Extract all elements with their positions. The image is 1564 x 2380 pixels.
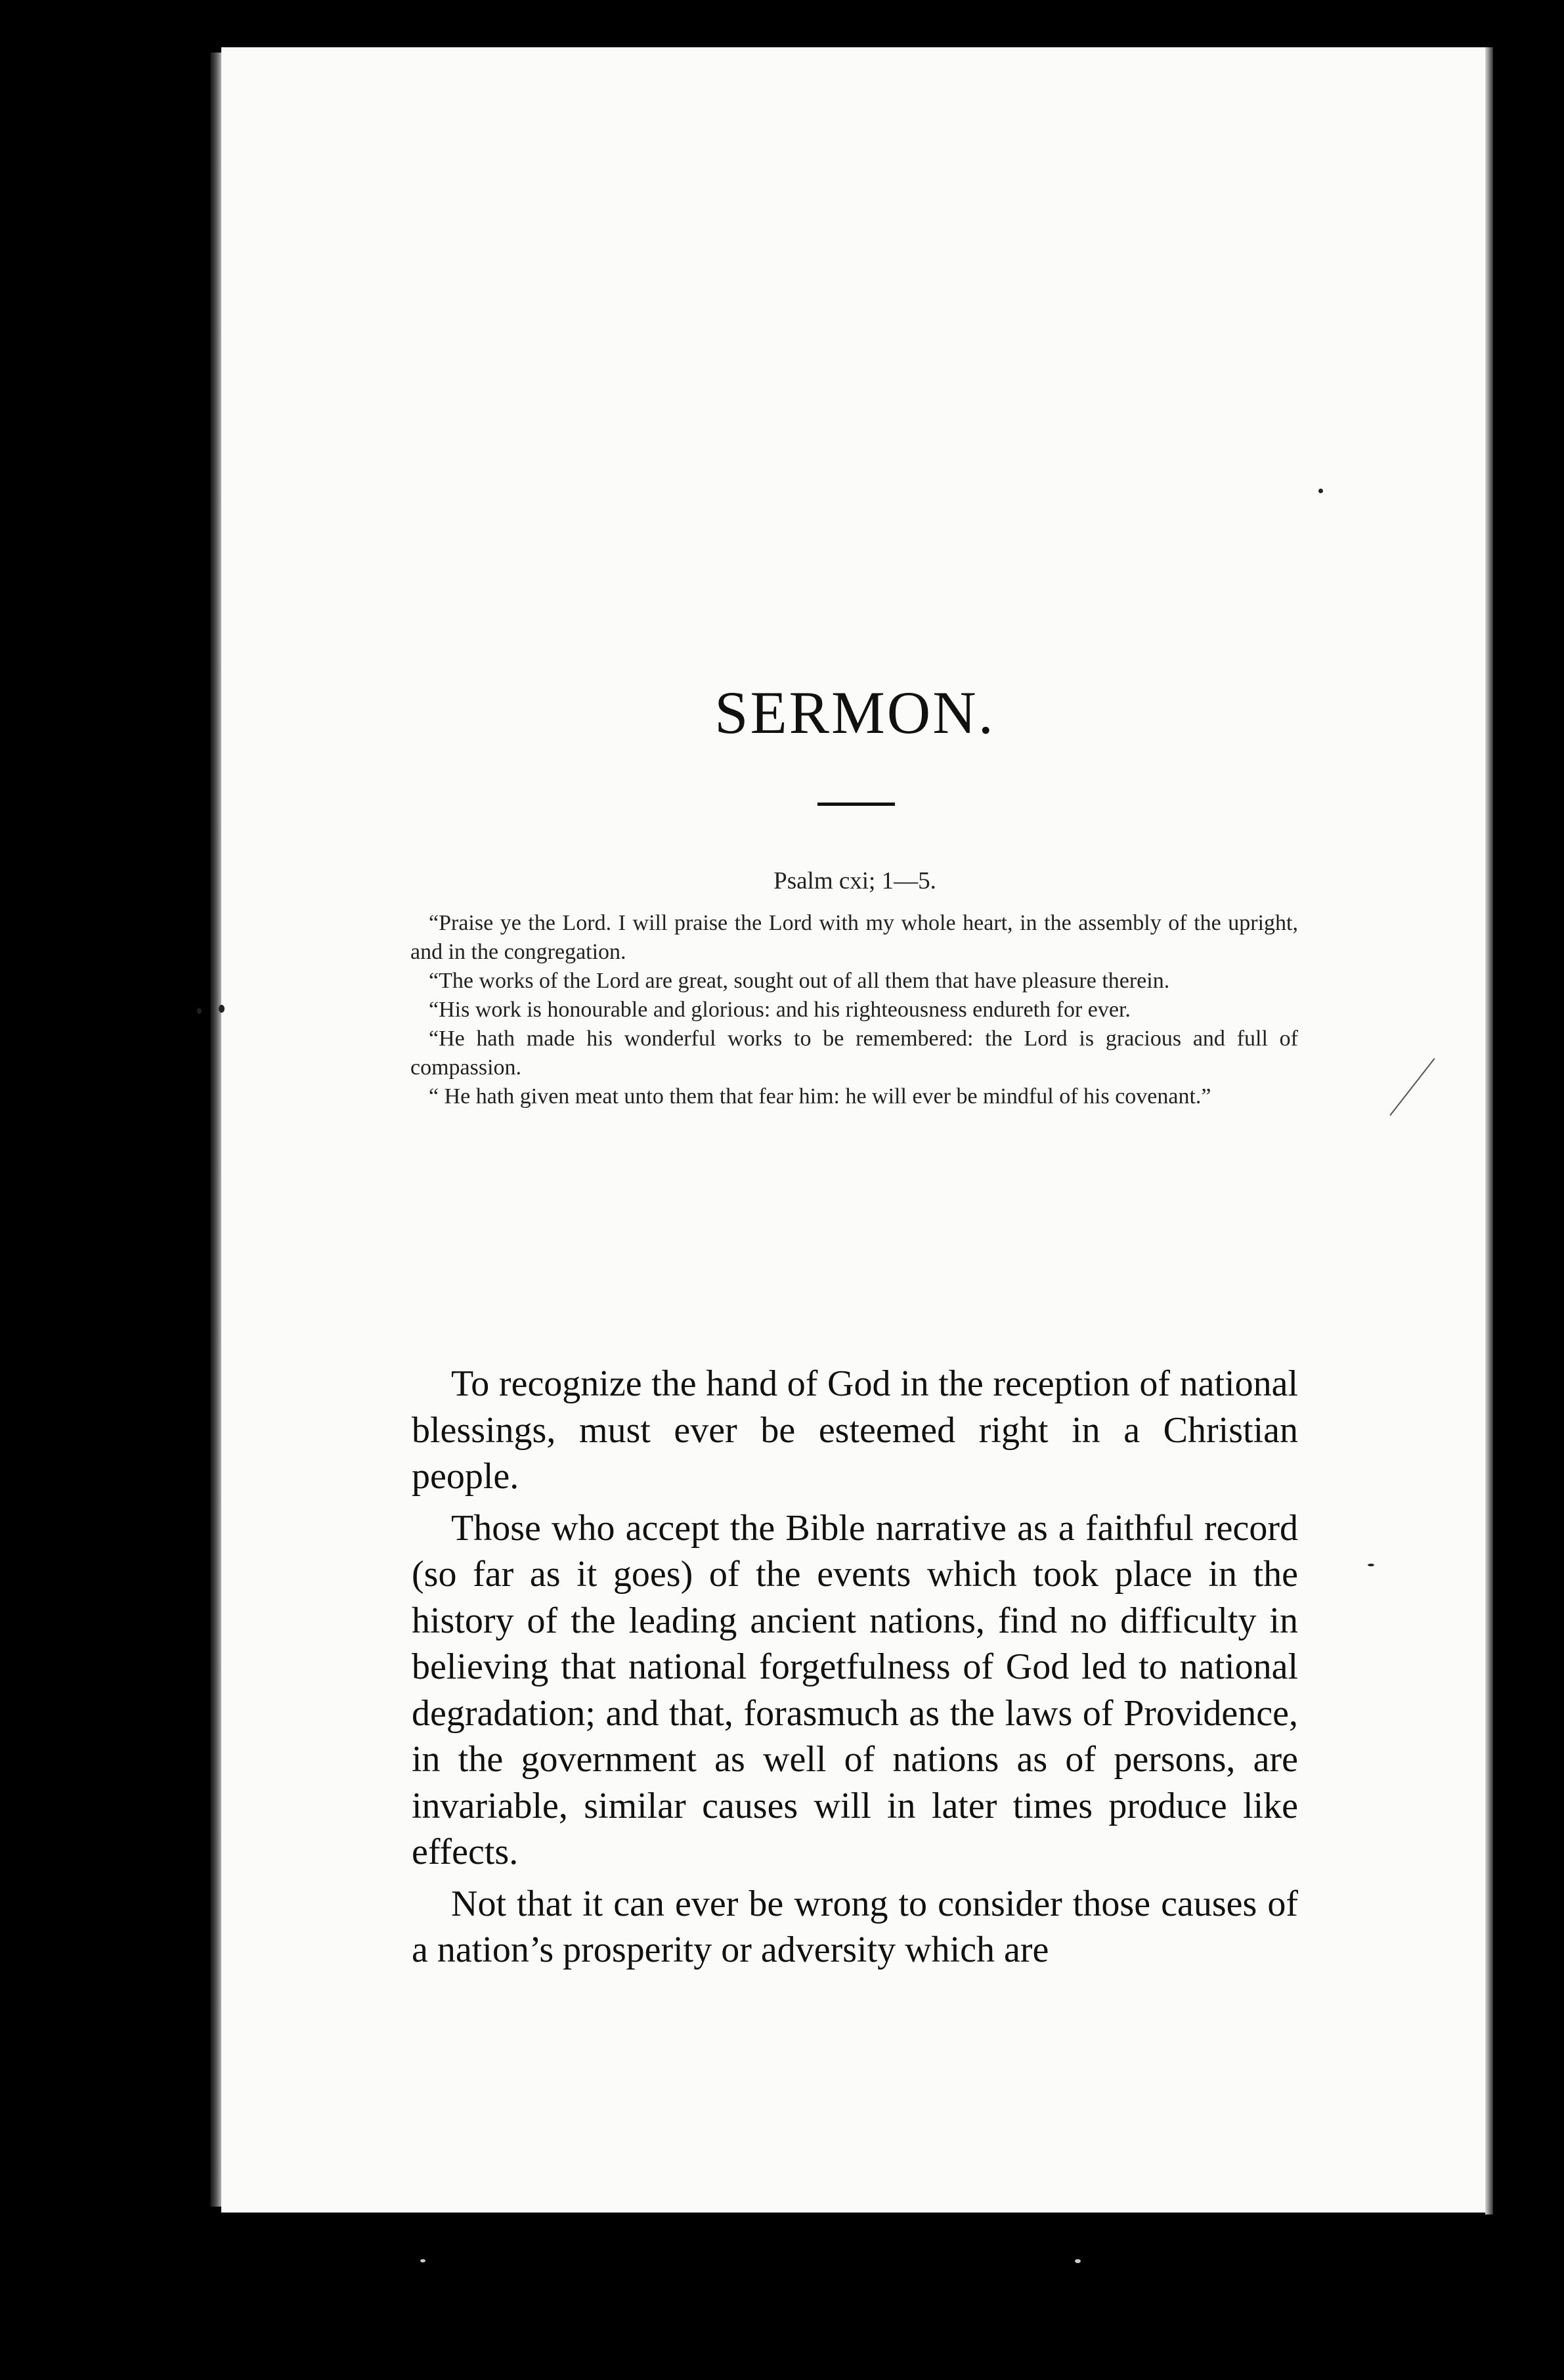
scan-speck [1318,489,1323,493]
paragraph-2: Those who accept the Bible narrative as a faithful record (so far as it goes) of the events which took place in the history of the leading ancient nations, find no difficulty in believing that national forgetfulness of God led to national degradation; and that, forasmuch as the laws of Providence, in the government as well of nations as of persons, are invariable, similar causes will in later times produce like effects. [412,1507,1298,1872]
verse-3: “His work is honourable and glorious: and his righteousness endureth for ever. [429,998,1131,1022]
scan-speck [1368,1564,1374,1566]
scan-speck [197,1008,202,1014]
scan-speck [1075,2259,1081,2263]
sermon-body [412,1361,1298,1979]
scripture-verses [410,909,1298,1111]
verse-1: “Praise ye the Lord. I will praise the Lord with my whole heart, in the assembly of the upright, and in the congregation. [410,911,1298,964]
verse-2: “The works of the Lord are great, sought out of all them that have pleasure therein. [429,969,1170,993]
scan-speck [420,2259,425,2262]
title-rule [817,803,895,806]
page-title: SERMON. [714,679,995,746]
verse-5: “ He hath given meat unto them that fear him: he will ever be mindful of his covenant.” [429,1084,1211,1109]
page-content [221,47,1488,2213]
verse-4: “He hath made his wonderful works to be remembered: the Lord is gracious and full of compassion. [410,1026,1298,1080]
paragraph-1: To recognize the hand of God in the reception of national blessings, must ever be esteemed right in a Christian people. [412,1363,1298,1497]
scan-speck [219,1005,225,1013]
paragraph-3: Not that it can ever be wrong to consider those causes of a nation’s prosperity or adversity which are [412,1883,1298,1970]
document-page [221,47,1488,2213]
scripture-reference: Psalm cxi; 1—5. [773,868,936,894]
scan-right-edge [1485,47,1493,2215]
